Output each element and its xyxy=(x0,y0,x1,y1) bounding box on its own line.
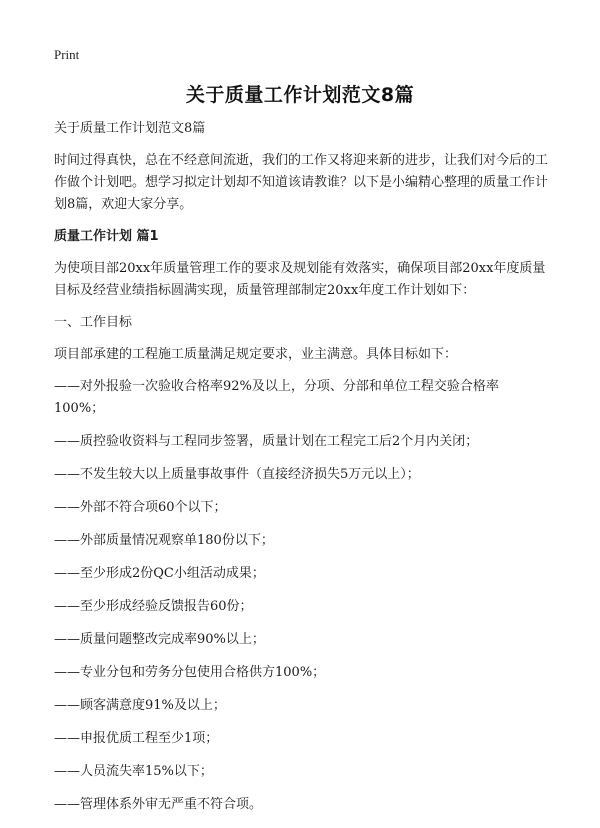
document-subtitle: 关于质量工作计划范文8篇 xyxy=(54,121,206,136)
goal-item: ——人员流失率15%以下； xyxy=(54,764,213,779)
goal-item: ——外部质量情况观察单180份以下； xyxy=(54,533,274,548)
print-label: Print xyxy=(54,47,80,62)
goal-item: ——专业分包和劳务分包使用合格供方100%； xyxy=(54,665,326,680)
goal-item: ——至少形成经验反馈报告60份； xyxy=(54,599,253,614)
goal-item: ——申报优质工程至少1项； xyxy=(54,731,219,746)
document-body xyxy=(54,118,548,827)
section-heading: 质量工作计划 篇1 xyxy=(54,229,159,244)
page-title: 关于质量工作计划范文8篇 xyxy=(185,84,415,106)
goal-item: ——不发生较大以上质量事故事件（直接经济损失5万元以上）； xyxy=(54,467,420,482)
goal-item: ——管理体系外审无严重不符合项。 xyxy=(54,797,263,812)
section-intro-paragraph: 为使项目部20xx年质量管理工作的要求及规划能有效落实，确保项目部20xx年度质量目标及经营业绩指标圆满实现，质量管理部制定20xx年度工作计划如下： xyxy=(54,261,546,298)
goal-item: ——至少形成2份QC小组活动成果； xyxy=(54,566,265,581)
goals-intro: 项目部承建的工程施工质量满足规定要求，业主满意。具体目标如下： xyxy=(54,347,458,362)
goal-item: ——对外报验一次验收合格率92%及以上，分项、分部和单位工程交验合格率100%； xyxy=(54,379,499,416)
intro-paragraph: 时间过得真快，总在不经意间流逝，我们的工作又将迎来新的进步，让我们对今后的工作做个计划吧。想学习拟定计划却不知道该请教谁？以下是小编精心整理的质量工作计划8篇，欢迎大家分享。 xyxy=(54,153,549,212)
goal-item: ——质量问题整改完成率90%以上； xyxy=(54,632,265,647)
goal-item: ——质控验收资料与工程同步签署，质量计划在工程完工后2个月内关闭； xyxy=(54,434,479,449)
goal-item: ——外部不符合项60个以下； xyxy=(54,500,227,515)
goal-item: ——顾客满意度91%及以上； xyxy=(54,698,226,713)
goals-subheading: 一、工作目标 xyxy=(54,315,133,330)
